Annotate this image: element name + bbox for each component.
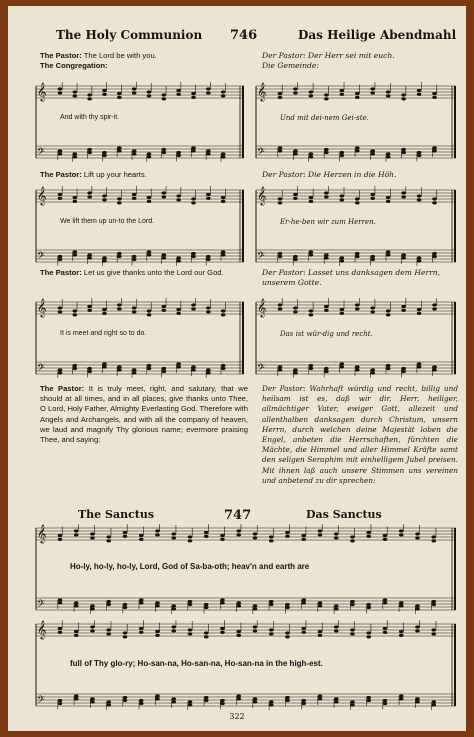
versicle-2-german: Der Pastor: Die Herzen in die Höh. [262,170,397,179]
versicle-1-english: The Pastor: The Lord be with you. The Congregation: [40,51,157,71]
versicle-1-german: Der Pastor: Der Herr sei mit euch. Die Gemeinde: [262,51,395,71]
page-header [8,28,466,46]
sanctus-number: 747 [224,508,252,523]
sanctus-title-german: Das Sanctus [306,508,382,521]
music-staff-versicle-2-german [254,186,458,266]
versicle-3-english: The Pastor: Let us give thanks unto the Lord our God. [40,268,224,277]
svg-text:𝄢: 𝄢 [257,250,265,264]
music-staff-versicle-1-english [34,82,246,162]
lyrics-versicle-1-english: And with thy spir-it. [60,114,120,121]
versicle-3-german: Der Pastor: Lasset uns danksagen dem Herrn, unserem Gotte. [262,268,441,288]
hymnal-page [8,6,466,731]
svg-text:𝄞: 𝄞 [257,186,267,205]
page-number: 322 [229,712,245,721]
svg-text:𝄢: 𝄢 [257,146,265,160]
svg-text:𝄞: 𝄞 [37,524,47,543]
versicle-2-english: The Pastor: Lift up your hearts. [40,170,147,179]
header-title-german: Das Heilige Abendmahl [298,28,457,42]
preface-german: Der Pastor: Wahrhaft würdig und recht, billig und heilsam ist es, daß wir dir, Herr, heiliger, allmächtiger Vater, ewiger Gott, allezeit und allenthalben danksagen durch Christum, unsern Herrn, durch welchen deine Majestät loben die Engel, anbeten die Herrschaften, fürchten die Mächte, die Himmel und aller Himmel Kräfte samt den seligen Seraphim mit einhelligem Jubel preisen. Mit ihnen laß auch unsere Stimmen uns vereinen und anbetend zu dir sprechen: [262,384,458,485]
svg-text:𝄞: 𝄞 [37,82,47,101]
lyrics-versicle-3-german: Das ist wür-dig und recht. [280,330,373,338]
lyrics-sanctus-line-1: Ho-ly, ho-ly, ho-ly, Lord, God of Sa-ba-oth; heav'n and earth are [70,562,310,571]
music-staff-versicle-2-english [34,186,246,266]
lyrics-versicle-3-english: It is meet and right so to do. [60,330,147,337]
sanctus-title-english: The Sanctus [78,508,155,521]
svg-text:𝄞: 𝄞 [257,82,267,101]
music-staff-versicle-3-english [34,298,246,378]
header-title-english: The Holy Communion [56,28,203,42]
svg-text:𝄢: 𝄢 [37,362,45,376]
svg-text:𝄢: 𝄢 [37,250,45,264]
lyrics-versicle-2-english: We lift them up un-to the Lord. [60,218,155,225]
music-staff-versicle-3-german [254,298,458,378]
svg-text:𝄢: 𝄢 [37,146,45,160]
svg-text:𝄞: 𝄞 [37,186,47,205]
lyrics-versicle-2-german: Er-he-ben wir zum Herren. [280,218,376,226]
preface-english: The Pastor: It is truly meet, right, and salutary, that we should at all times, and in all places, give thanks unto Thee, O Lord, Holy Father, Almighty Everlasting God. Therefore with Angels and Archangels, and with all the company of heaven, we laud and magnify Thy glorious name; evermore praising Thee, and saying: [40,384,248,445]
svg-text:𝄢: 𝄢 [37,598,45,612]
svg-text:𝄞: 𝄞 [257,298,267,317]
header-number: 746 [230,28,258,43]
svg-text:𝄢: 𝄢 [37,694,45,708]
lyrics-versicle-1-german: Und mit dei-nem Gei-ste. [280,114,369,122]
svg-text:𝄞: 𝄞 [37,298,47,317]
svg-text:𝄢: 𝄢 [257,362,265,376]
lyrics-sanctus-line-2: full of Thy glo-ry; Ho-san-na, Ho-san-na, Ho-san-na in the high-est. [70,659,323,668]
music-staff-versicle-1-german [254,82,458,162]
svg-text:𝄞: 𝄞 [37,620,47,639]
